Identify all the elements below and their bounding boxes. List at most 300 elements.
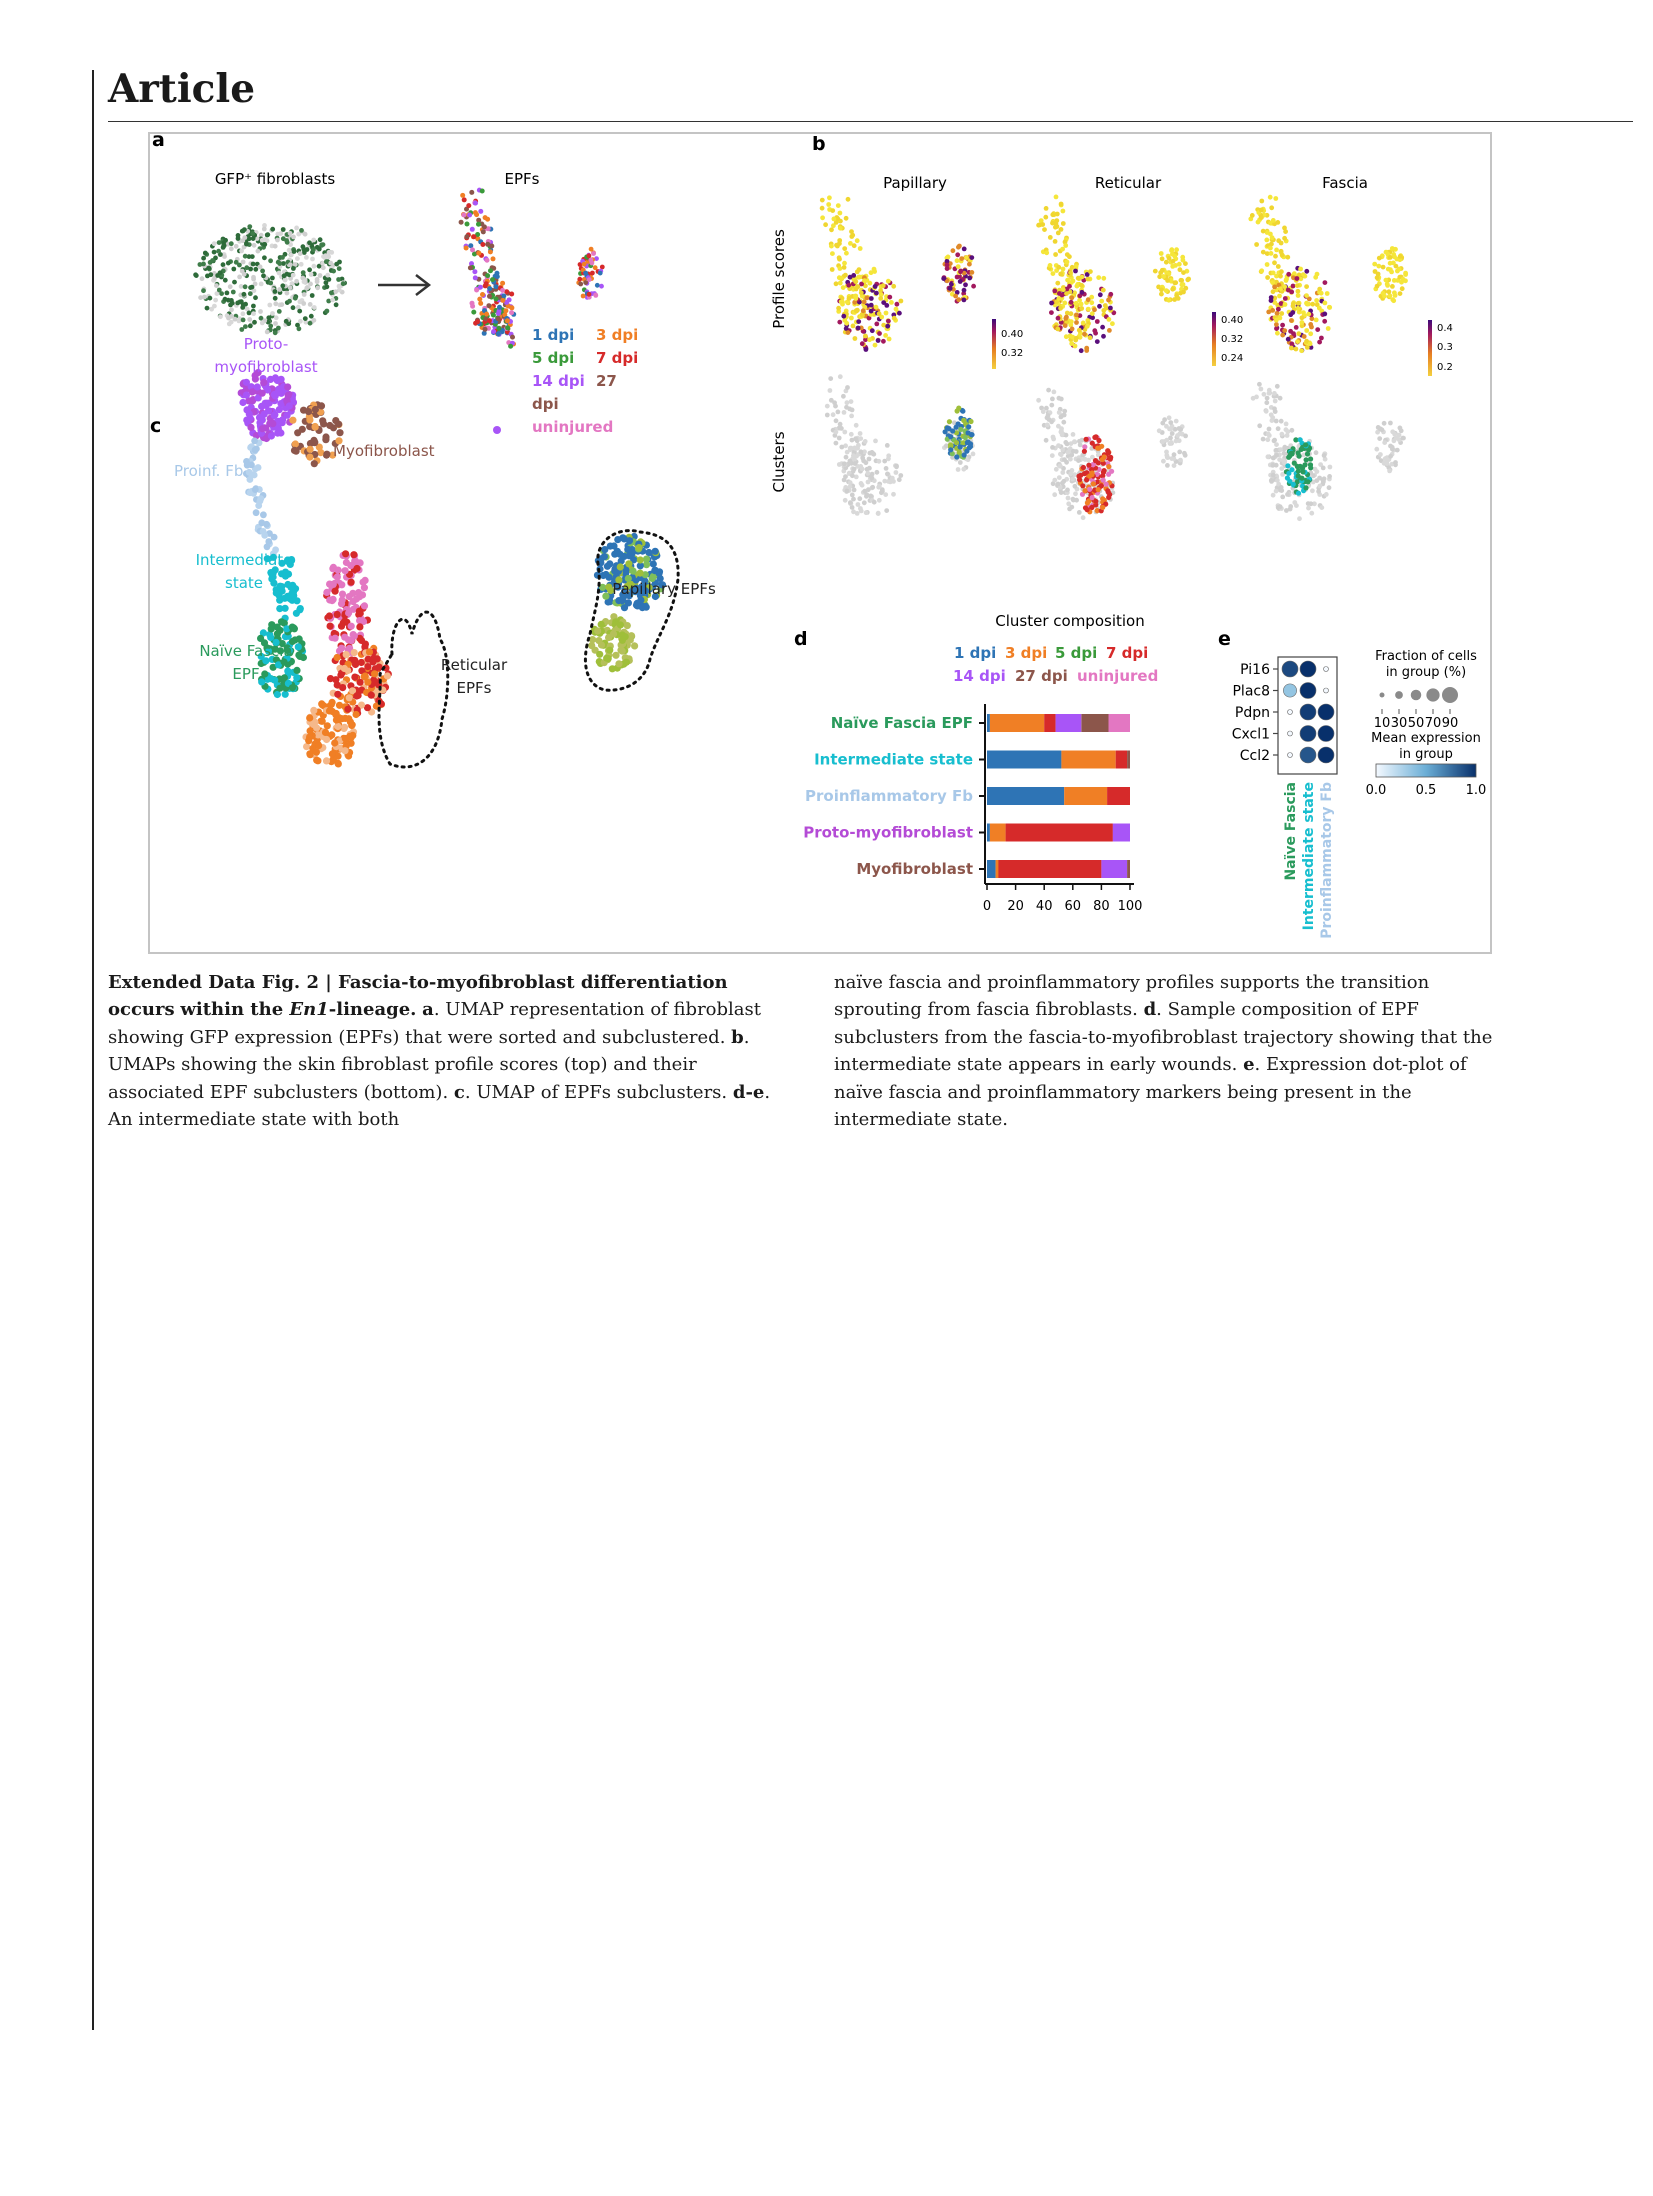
umap-cell bbox=[342, 735, 349, 742]
umap-cell bbox=[1085, 324, 1090, 329]
umap-cell bbox=[1069, 295, 1074, 300]
umap-cell bbox=[312, 406, 319, 413]
umap-cell bbox=[209, 307, 214, 312]
umap-cell bbox=[1071, 279, 1076, 284]
umap-cell bbox=[1265, 396, 1270, 401]
bar-segment-14-dpi bbox=[1113, 824, 1130, 842]
umap-cell bbox=[625, 560, 632, 567]
umap-cell bbox=[1400, 286, 1405, 291]
umap-cell bbox=[288, 285, 293, 290]
umap-cell bbox=[307, 267, 312, 272]
umap-cell bbox=[356, 617, 363, 624]
umap-cell bbox=[1073, 269, 1078, 274]
umap-cell bbox=[233, 317, 238, 322]
color-legend-tick-0: 0.0 bbox=[1365, 783, 1387, 798]
umap-cell bbox=[311, 238, 316, 243]
umap-cell bbox=[1310, 302, 1315, 307]
umap-cell bbox=[1280, 495, 1285, 500]
umap-cell bbox=[834, 281, 839, 286]
umap-cell bbox=[236, 236, 241, 241]
umap-cell bbox=[1081, 515, 1086, 520]
umap-cell bbox=[860, 483, 865, 488]
panel-b bbox=[770, 174, 1453, 521]
umap-cell bbox=[270, 276, 275, 281]
umap-cell bbox=[1308, 341, 1313, 346]
legend-5dpi: 5 dpi bbox=[532, 349, 575, 367]
umap-cell bbox=[284, 319, 289, 324]
umap-cell bbox=[212, 241, 217, 246]
umap-cell bbox=[1285, 475, 1290, 480]
umap-cell bbox=[1058, 306, 1063, 311]
umap-cell bbox=[500, 288, 505, 293]
umap-cell bbox=[596, 651, 603, 658]
umap-cell bbox=[621, 535, 628, 542]
umap-cell bbox=[1101, 334, 1106, 339]
umap-cell bbox=[1076, 458, 1081, 463]
umap-cell bbox=[326, 707, 333, 714]
umap-cell bbox=[1167, 415, 1172, 420]
umap-cell bbox=[496, 326, 501, 331]
umap-cell bbox=[961, 467, 966, 472]
umap-cell bbox=[275, 232, 280, 237]
umap-cell bbox=[1385, 461, 1390, 466]
umap-cell bbox=[276, 605, 283, 612]
umap-cell bbox=[287, 248, 292, 253]
umap-cell bbox=[1169, 248, 1174, 253]
umap-cell bbox=[865, 467, 870, 472]
umap-cell bbox=[1319, 505, 1324, 510]
umap-cell bbox=[617, 621, 624, 628]
umap-cell bbox=[1074, 301, 1079, 306]
umap-cell bbox=[847, 407, 852, 412]
umap-cell bbox=[1259, 268, 1264, 273]
umap-cell bbox=[1068, 457, 1073, 462]
umap-cell bbox=[1395, 448, 1400, 453]
umap-cell bbox=[1300, 320, 1305, 325]
umap-cell bbox=[193, 272, 198, 277]
umap-cell bbox=[1296, 289, 1301, 294]
umap-cell bbox=[208, 272, 213, 277]
umap-cell bbox=[474, 288, 479, 293]
size-legend-dot bbox=[1380, 693, 1385, 698]
umap-cell bbox=[341, 724, 348, 731]
bar-segment-1-dpi bbox=[987, 787, 1064, 805]
umap-cell bbox=[348, 579, 355, 586]
label-reticular-2: EPFs bbox=[456, 679, 492, 697]
umap-cell bbox=[866, 487, 871, 492]
d-legend-14dpi: 14 dpi bbox=[953, 667, 1006, 685]
umap-cell bbox=[945, 263, 950, 268]
d-x-tick-label: 100 bbox=[1117, 899, 1143, 914]
umap-cell bbox=[878, 296, 883, 301]
size-legend-dot bbox=[1442, 687, 1458, 703]
umap-cell bbox=[291, 273, 296, 278]
umap-cell bbox=[881, 283, 886, 288]
umap-cell bbox=[1391, 261, 1396, 266]
umap-cell bbox=[870, 485, 875, 490]
umap-cell bbox=[1265, 262, 1270, 267]
umap-cell bbox=[242, 292, 247, 297]
umap-cell bbox=[327, 623, 334, 630]
umap-cell bbox=[837, 255, 842, 260]
umap-cell bbox=[268, 258, 273, 263]
umap-cell bbox=[341, 747, 348, 754]
umap-cell bbox=[1044, 438, 1049, 443]
umap-cell bbox=[1280, 333, 1285, 338]
umap-cell bbox=[844, 455, 849, 460]
caption-c-text: . UMAP of EPFs subclusters. bbox=[464, 1081, 733, 1103]
umap-cell bbox=[853, 446, 858, 451]
umap-cell bbox=[845, 400, 850, 405]
umap-cell bbox=[1392, 438, 1397, 443]
d-category-label: Naïve Fascia EPF bbox=[830, 714, 973, 732]
umap-cell bbox=[1277, 294, 1282, 299]
umap-cell bbox=[481, 229, 486, 234]
umap-cell bbox=[1382, 440, 1387, 445]
umap-cell bbox=[594, 627, 601, 634]
umap-cell bbox=[848, 500, 853, 505]
umap-cell bbox=[332, 635, 339, 642]
umap-cell bbox=[970, 270, 975, 275]
d-legend-7dpi: 7 dpi bbox=[1106, 644, 1149, 662]
colorbar-fascia bbox=[1428, 320, 1453, 376]
e-gene-label: Ccl2 bbox=[1239, 748, 1270, 764]
umap-cell bbox=[1064, 291, 1069, 296]
umap-cell bbox=[223, 278, 228, 283]
umap-cell bbox=[841, 285, 846, 290]
umap-cell bbox=[842, 461, 847, 466]
umap-cell bbox=[217, 240, 222, 245]
umap-cell bbox=[294, 429, 301, 436]
umap-cell bbox=[1282, 284, 1287, 289]
umap-cell bbox=[346, 593, 353, 600]
umap-cell bbox=[602, 593, 609, 600]
umap-cell bbox=[1390, 297, 1395, 302]
umap-cell bbox=[251, 262, 256, 267]
d-category-label: Proto-myofibroblast bbox=[803, 823, 973, 842]
label-naive-1: Naïve Fascia bbox=[199, 642, 293, 660]
umap-cell bbox=[838, 266, 843, 271]
umap-cell bbox=[490, 277, 495, 282]
umap-cell bbox=[262, 242, 267, 247]
umap-cell bbox=[1257, 382, 1262, 387]
color-legend-tick-1: 0.5 bbox=[1415, 783, 1437, 798]
umap-cell bbox=[1083, 457, 1088, 462]
umap-cell bbox=[221, 245, 226, 250]
umap-cell bbox=[257, 495, 264, 502]
umap-cell bbox=[1264, 238, 1269, 243]
umap-cell bbox=[1276, 307, 1281, 312]
umap-cell bbox=[275, 238, 280, 243]
umap-cell bbox=[1065, 252, 1070, 257]
d-legend-27dpi: 27 dpi bbox=[1015, 667, 1068, 685]
umap-cell bbox=[1327, 474, 1332, 479]
umap-cell bbox=[872, 500, 877, 505]
umap-cell bbox=[1304, 301, 1309, 306]
umap-cell bbox=[1272, 260, 1277, 265]
umap-cell bbox=[855, 238, 860, 243]
umap-cell bbox=[261, 670, 268, 677]
umap-cell bbox=[899, 299, 904, 304]
umap-cell bbox=[842, 318, 847, 323]
panel-a-left-title: GFP⁺ fibroblasts bbox=[214, 170, 336, 188]
umap-cell bbox=[1257, 423, 1262, 428]
e-dot bbox=[1324, 688, 1329, 693]
umap-cell bbox=[626, 552, 633, 559]
row-title-profile-scores: Profile scores bbox=[770, 229, 788, 329]
umap-cell bbox=[289, 417, 296, 424]
umap-cell bbox=[1058, 464, 1063, 469]
umap-cell bbox=[1382, 421, 1387, 426]
umap-cell bbox=[355, 589, 362, 596]
caption-title-2: within the bbox=[180, 999, 290, 1021]
panel-label-d: d bbox=[794, 628, 808, 650]
umap-cell bbox=[309, 314, 314, 319]
umap-cell bbox=[269, 420, 276, 427]
umap-cell bbox=[349, 732, 356, 739]
umap-cell bbox=[959, 256, 964, 261]
size-legend-tick-label: 90 bbox=[1441, 716, 1459, 731]
umap-cell bbox=[1271, 473, 1276, 478]
umap-cell bbox=[348, 623, 355, 630]
umap-cell bbox=[953, 294, 958, 299]
umap-cell bbox=[1055, 212, 1060, 217]
umap-cell bbox=[838, 211, 843, 216]
umap-cell bbox=[1376, 425, 1381, 430]
umap-cell bbox=[862, 500, 867, 505]
umap-cell bbox=[1059, 227, 1064, 232]
umap-cell bbox=[277, 287, 282, 292]
umap-cell bbox=[505, 318, 510, 323]
umap-cell bbox=[1294, 347, 1299, 352]
umap-cell bbox=[1183, 434, 1188, 439]
umap-cell bbox=[1153, 269, 1158, 274]
umap-cell bbox=[328, 261, 333, 266]
umap-cell bbox=[845, 489, 850, 494]
umap-cell bbox=[857, 496, 862, 501]
umap-cell bbox=[476, 222, 481, 227]
umap-cell bbox=[475, 319, 480, 324]
umap-cell bbox=[353, 692, 360, 699]
umap-cell bbox=[469, 190, 474, 195]
umap-cell bbox=[1272, 406, 1277, 411]
umap-cell bbox=[837, 241, 842, 246]
umap-cell bbox=[1074, 336, 1079, 341]
umap-cell bbox=[825, 404, 830, 409]
umap-cell bbox=[1296, 293, 1301, 298]
umap-cell bbox=[1046, 413, 1051, 418]
d-x-tick-label: 60 bbox=[1064, 899, 1082, 914]
umap-cell bbox=[1110, 321, 1115, 326]
umap-cell bbox=[330, 564, 337, 571]
umap-cell bbox=[326, 612, 333, 619]
umap-cell bbox=[265, 407, 272, 414]
umap-cell bbox=[315, 277, 320, 282]
bar-segment-27-dpi bbox=[1127, 860, 1130, 878]
row-title-clusters: Clusters bbox=[770, 431, 788, 493]
legend-27: 27 bbox=[596, 372, 617, 390]
colorbar-reticular-tick-0: 0.40 bbox=[1221, 315, 1244, 326]
umap-cell bbox=[242, 272, 247, 277]
umap-cell bbox=[1292, 500, 1297, 505]
umap-cell bbox=[1077, 510, 1082, 515]
umap-cell bbox=[1317, 340, 1322, 345]
umap-cell bbox=[1072, 439, 1077, 444]
umap-cell bbox=[834, 418, 839, 423]
umap-cell bbox=[484, 312, 489, 317]
umap-cell bbox=[1299, 447, 1304, 452]
umap-cell bbox=[861, 458, 866, 463]
umap-cell bbox=[876, 511, 881, 516]
umap-cell bbox=[1079, 306, 1084, 311]
umap-cell bbox=[255, 464, 262, 471]
label-proinf: Proinf. Fb bbox=[174, 462, 244, 480]
umap-cell bbox=[842, 246, 847, 251]
caption-de-text: . An intermediate state with both bbox=[108, 1081, 771, 1131]
umap-cell bbox=[1177, 450, 1182, 455]
bar-segment-3-dpi bbox=[990, 714, 1044, 732]
umap-cell bbox=[282, 273, 287, 278]
umap-cell bbox=[343, 651, 350, 658]
umap-cell bbox=[854, 423, 859, 428]
umap-cell bbox=[1082, 332, 1087, 337]
panel-a-legend bbox=[532, 326, 638, 436]
umap-cell bbox=[1097, 304, 1102, 309]
umap-cell bbox=[1058, 452, 1063, 457]
umap-cell bbox=[842, 430, 847, 435]
umap-cell bbox=[867, 337, 872, 342]
umap-cell bbox=[500, 298, 505, 303]
umap-cell bbox=[342, 567, 349, 574]
umap-cell bbox=[872, 267, 877, 272]
umap-cell bbox=[836, 203, 841, 208]
umap-cell bbox=[1172, 452, 1177, 457]
umap-cell bbox=[1092, 307, 1097, 312]
umap-cell bbox=[332, 588, 339, 595]
umap-cell bbox=[301, 270, 306, 275]
umap-cell bbox=[1398, 291, 1403, 296]
arrow-icon bbox=[378, 275, 429, 295]
umap-cell bbox=[577, 277, 582, 282]
umap-cell bbox=[963, 282, 968, 287]
umap-cell bbox=[1259, 208, 1264, 213]
umap-cell bbox=[877, 498, 882, 503]
umap-cell bbox=[336, 702, 343, 709]
umap-cell bbox=[332, 417, 339, 424]
umap-cell bbox=[306, 714, 313, 721]
umap-cell bbox=[856, 502, 861, 507]
umap-cell bbox=[1288, 504, 1293, 509]
umap-cell bbox=[848, 480, 853, 485]
umap-cell bbox=[1040, 222, 1045, 227]
umap-cell bbox=[1261, 437, 1266, 442]
size-legend-tick-label: 10 bbox=[1373, 716, 1391, 731]
umap-cell bbox=[1182, 451, 1187, 456]
umap-cell bbox=[1275, 311, 1280, 316]
umap-cell bbox=[1308, 331, 1313, 336]
bar-segment-3-dpi bbox=[1061, 751, 1115, 769]
size-legend-tick-label: 50 bbox=[1407, 716, 1425, 731]
d-category-label: Intermediate state bbox=[814, 750, 973, 769]
umap-cell bbox=[1282, 226, 1287, 231]
umap-cell bbox=[954, 454, 959, 459]
umap-cell bbox=[282, 691, 289, 698]
umap-cell bbox=[969, 432, 974, 437]
umap-cell bbox=[296, 635, 303, 642]
umap-cell bbox=[1295, 339, 1300, 344]
umap-cell bbox=[231, 267, 236, 272]
umap-cell bbox=[830, 208, 835, 213]
umap-cell bbox=[1061, 209, 1066, 214]
umap-cell bbox=[1056, 424, 1061, 429]
umap-cell bbox=[1057, 396, 1062, 401]
umap-cell bbox=[1376, 272, 1381, 277]
umap-cell bbox=[636, 544, 643, 551]
umap-cell bbox=[1306, 312, 1311, 317]
umap-cell bbox=[590, 271, 595, 276]
umap-cell bbox=[1101, 288, 1106, 293]
umap-cell bbox=[885, 443, 890, 448]
umap-cell bbox=[310, 721, 317, 728]
umap-cell bbox=[1160, 439, 1165, 444]
umap-cell bbox=[1159, 251, 1164, 256]
umap-cell bbox=[877, 484, 882, 489]
umap-cell bbox=[1285, 255, 1290, 260]
umap-cell bbox=[946, 255, 951, 260]
umap-cell bbox=[1259, 215, 1264, 220]
umap-cell bbox=[1297, 516, 1302, 521]
umap-cell bbox=[477, 297, 482, 302]
umap-cell bbox=[1044, 250, 1049, 255]
umap-cell bbox=[212, 250, 217, 255]
umap-cell bbox=[334, 654, 341, 661]
umap-cell bbox=[384, 672, 391, 679]
umap-cell bbox=[849, 399, 854, 404]
umap-cell bbox=[509, 305, 514, 310]
umap-cell bbox=[851, 453, 856, 458]
umap-cell bbox=[331, 739, 338, 746]
umap-cell bbox=[637, 556, 644, 563]
e-dot bbox=[1288, 710, 1293, 715]
umap-cell bbox=[1170, 287, 1175, 292]
umap-cell bbox=[595, 283, 600, 288]
umap-cell bbox=[841, 314, 846, 319]
panel-e-dotplot bbox=[1232, 649, 1487, 939]
umap-cell bbox=[1178, 427, 1183, 432]
umap-cell bbox=[248, 267, 253, 272]
umap-cell bbox=[272, 392, 279, 399]
umap-cell bbox=[1313, 467, 1318, 472]
umap-cell bbox=[1267, 391, 1272, 396]
umap-cell bbox=[1095, 339, 1100, 344]
umap-cell bbox=[1285, 433, 1290, 438]
umap-cell bbox=[321, 265, 326, 270]
umap-cell bbox=[282, 569, 289, 576]
umap-cell bbox=[480, 242, 485, 247]
umap-cell bbox=[247, 317, 252, 322]
umap-cell bbox=[941, 276, 946, 281]
bar-segment-7-dpi bbox=[1116, 751, 1127, 769]
umap-cell bbox=[955, 252, 960, 257]
bar-segment-7-dpi bbox=[998, 860, 1101, 878]
umap-cell bbox=[259, 390, 266, 397]
umap-cell bbox=[232, 280, 237, 285]
umap-cell bbox=[229, 241, 234, 246]
umap-cell bbox=[1060, 470, 1065, 475]
umap-cell bbox=[260, 321, 265, 326]
umap-cell bbox=[1372, 262, 1377, 267]
umap-cell bbox=[1109, 469, 1114, 474]
